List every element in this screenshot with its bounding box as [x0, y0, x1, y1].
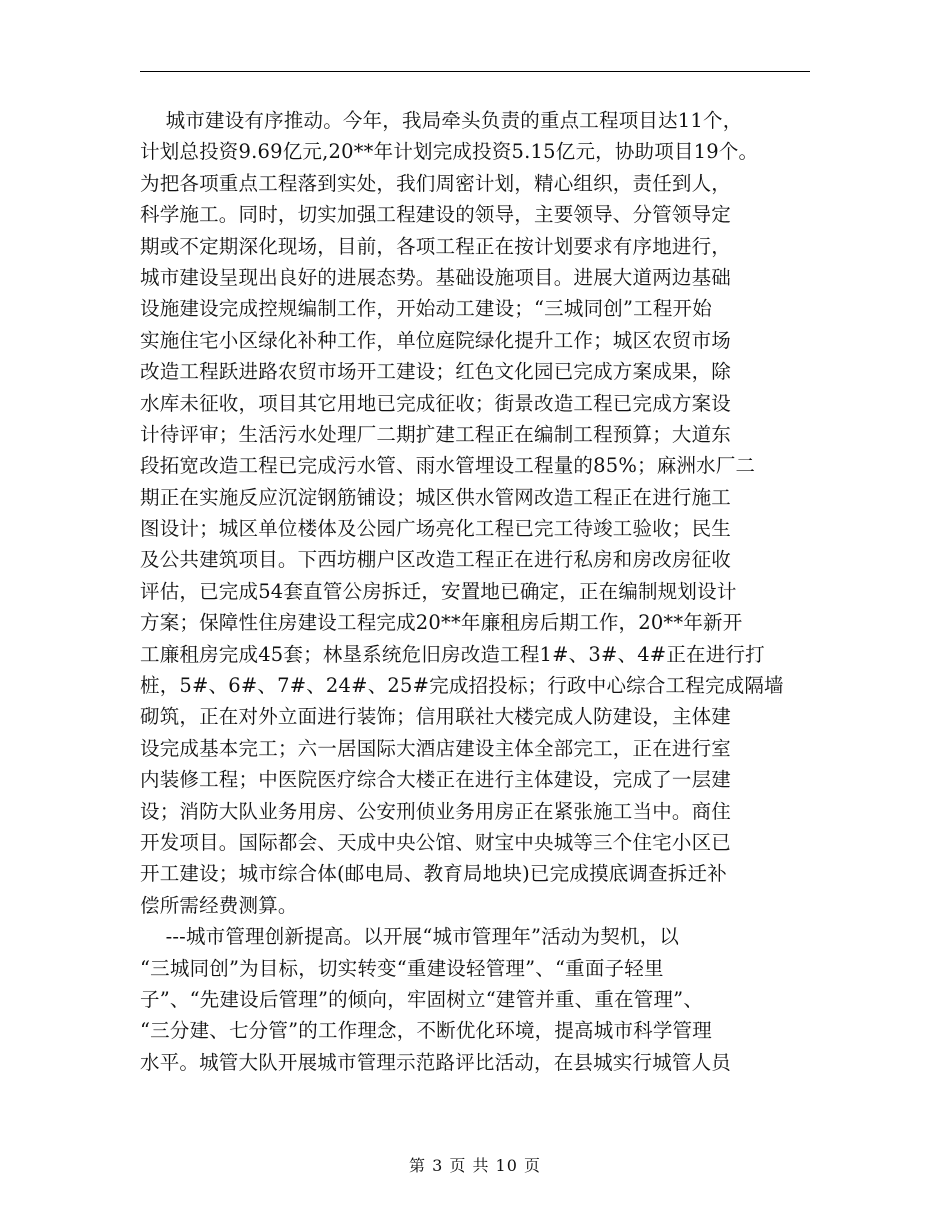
text-line: 水平。城管大队开展城市管理示范路评比活动，在县城实行城管人员 — [140, 1050, 732, 1074]
text-line: 实施住宅小区绿化补种工作，单位庭院绿化提升工作；城区农贸市场 — [140, 328, 732, 352]
text-line: 及公共建筑项目。下西坊棚户区改造工程正在进行私房和房改房征收 — [140, 548, 732, 572]
page-footer: 第 3 页 共 10 页 — [409, 1156, 541, 1175]
text-line: 设完成基本完工；六一居国际大酒店建设主体全部完工，正在进行室 — [140, 736, 732, 760]
text-line: 图设计；城区单位楼体及公园广场亮化工程已完工待竣工验收；民生 — [140, 517, 732, 541]
text-line: ---城市管理创新提高。以开展“城市管理年”活动为契机，以 — [140, 925, 680, 949]
text-line: 设施建设完成控规编制工作，开始动工建设；“三城同创”工程开始 — [140, 297, 712, 321]
text-line: 子”、“先建设后管理”的倾向，牢固树立“建管并重、重在管理”、 — [140, 987, 704, 1011]
body-text — [140, 105, 820, 1078]
text-line: 期正在实施反应沉淀钢筋铺设；城区供水管网改造工程正在进行施工 — [140, 485, 732, 509]
text-line: 段拓宽改造工程已完成污水管、雨水管埋设工程量的85%；麻洲水厂二 — [140, 454, 756, 478]
text-line: 设；消防大队业务用房、公安刑侦业务用房正在紧张施工当中。商住 — [140, 799, 732, 823]
text-line: 期或不定期深化现场，目前，各项工程正在按计划要求有序地进行， — [140, 234, 732, 258]
text-line: 为把各项重点工程落到实处，我们周密计划，精心组织，责任到人， — [140, 171, 732, 195]
text-line: 开发项目。国际都会、天成中央公馆、财宝中央城等三个住宅小区已 — [140, 830, 732, 854]
text-line: 开工建设；城市综合体(邮电局、教育局地块)已完成摸底调查拆迁补 — [140, 862, 727, 886]
text-line: “三城同创”为目标，切实转变“重建设轻管理”、“重面子轻里 — [140, 956, 664, 980]
text-line: 偿所需经费测算。 — [140, 893, 298, 917]
text-line: 评估，已完成54套直管公房拆迁，安置地已确定，正在编制规划设计 — [140, 579, 737, 603]
text-line: 工廉租房完成45套；林垦系统危旧房改造工程1#、3#、4#正在进行打 — [140, 642, 765, 666]
text-line: 砌筑，正在对外立面进行装饰；信用联社大楼完成人防建设，主体建 — [140, 705, 732, 729]
text-line: 城市建设呈现出良好的进展态势。基础设施项目。进展大道两边基础 — [140, 265, 732, 289]
text-line: 内装修工程；中医院医疗综合大楼正在进行主体建设，完成了一层建 — [140, 768, 732, 792]
text-line: “三分建、七分管”的工作理念，不断优化环境，提高城市科学管理 — [140, 1019, 712, 1043]
text-line: 方案；保障性住房建设工程完成20**年廉租房后期工作，20**年新开 — [140, 611, 743, 635]
text-line: 水库未征收，项目其它用地已完成征收；街景改造工程已完成方案设 — [140, 391, 732, 415]
text-line: 科学施工。同时，切实加强工程建设的领导，主要领导、分管领导定 — [140, 203, 732, 227]
text-line: 改造工程跃进路农贸市场开工建设；红色文化园已完成方案成果，除 — [140, 360, 732, 384]
text-line: 城市建设有序推动。今年，我局牵头负责的重点工程项目达11个， — [140, 109, 743, 132]
text-line: 计划总投资9.69亿元,20**年计划完成投资5.15亿元，协助项目19个。 — [140, 140, 759, 164]
text-line: 桩，5#、6#、7#、24#、25#完成招投标；行政中心综合工程完成隔墙 — [140, 674, 784, 698]
header-rule — [140, 71, 810, 72]
text-line: 计待评审；生活污水处理厂二期扩建工程正在编制工程预算；大道东 — [140, 422, 732, 446]
